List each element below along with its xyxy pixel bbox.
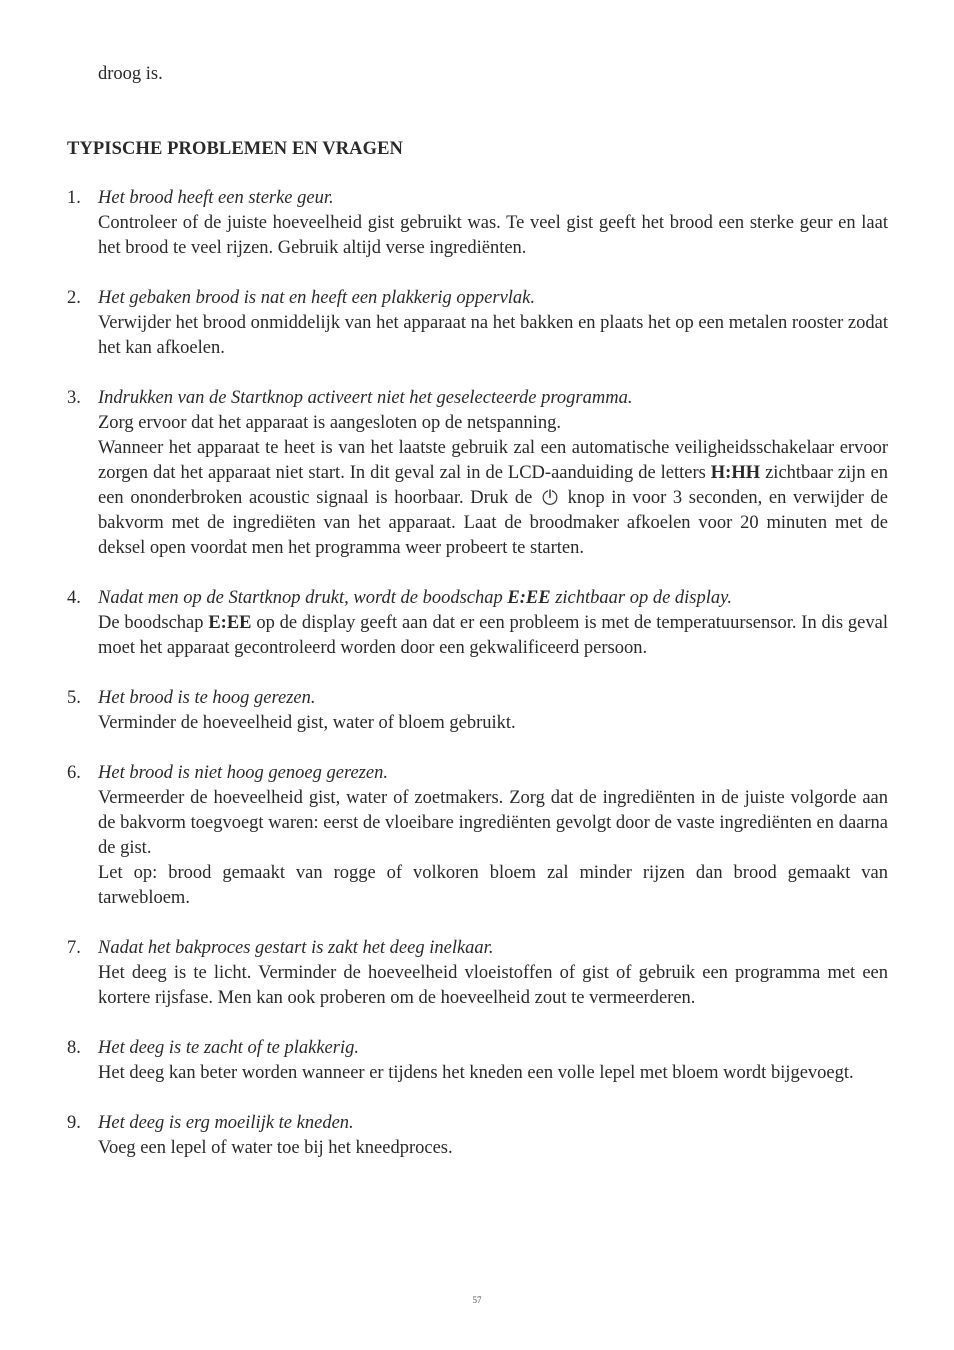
item-number: 9. — [67, 1113, 81, 1133]
faq-list — [67, 186, 888, 1186]
item-question: Het brood heeft een sterke geur. — [98, 188, 334, 208]
answer-text: knop in voor 3 seconden, en verwijder de bakvorm met de ingrediëten van het apparaat. Laat de broodmaker afkoelen voor 20 minuten met de deksel open voordat men het programma weer probeert te starten. — [98, 488, 888, 558]
question-text: Nadat men op de Startknop drukt, wordt de boodschap — [98, 588, 508, 608]
answer-text: zichtbaar zijn en een ononderbroken acoustic signaal is hoorbaar. Druk de — [98, 463, 888, 508]
item-number: 8. — [67, 1038, 81, 1058]
item-answer: Verwijder het brood onmiddelijk van het apparaat na het bakken en plaats het op een metalen rooster zodat het kan afkoelen. — [98, 313, 888, 358]
item-answer-detail — [98, 436, 888, 561]
display-code-eee: E:EE — [208, 613, 252, 633]
item-number: 4. — [67, 588, 81, 608]
item-number: 3. — [67, 388, 81, 408]
item-answer: Voeg een lepel of water toe bij het kneedproces. — [98, 1138, 453, 1158]
faq-item-7 — [67, 936, 888, 1011]
item-number: 6. — [67, 763, 81, 783]
item-answer: Vermeerder de hoeveelheid gist, water of zoetmakers. Zorg dat de ingrediënten in de juiste volgorde aan de bakvorm toegvoegt waren: eerst de vloeibare ingrediënten gevolgt door de vaste ingrediënten en daarna de gist. — [98, 788, 888, 858]
faq-item-2 — [67, 286, 888, 361]
item-question: Het gebaken brood is nat en heeft een plakkerig oppervlak. — [98, 288, 536, 308]
item-answer: Het deeg kan beter worden wanneer er tijdens het kneden een volle lepel met bloem wordt bijgevoegt. — [98, 1063, 854, 1083]
question-text: zichtbaar op de display. — [550, 588, 732, 608]
section-heading: TYPISCHE PROBLEMEN EN VRAGEN — [67, 139, 404, 159]
answer-text: op de display geeft aan dat er een probleem is met de temperatuursensor. In dis geval moet het apparaat gecontroleerd worden door een gekwalificeerd persoon. — [98, 613, 888, 658]
item-answer-note: Let op: brood gemaakt van rogge of volkoren bloem zal minder rijzen dan brood gemaakt van tarwebloem. — [98, 863, 888, 908]
display-code-eee: E:EE — [507, 588, 551, 608]
power-icon — [541, 488, 559, 506]
answer-text: De boodschap — [98, 613, 209, 633]
item-question: Het deeg is erg moeilijk te kneden. — [98, 1113, 354, 1133]
item-question: Nadat het bakproces gestart is zakt het deeg inelkaar. — [98, 938, 494, 958]
faq-item-6 — [67, 761, 888, 911]
item-question: Indrukken van de Startknop activeert niet het geselecteerde programma. — [98, 388, 633, 408]
item-number: 2. — [67, 288, 81, 308]
item-question: Het brood is niet hoog genoeg gerezen. — [98, 763, 388, 783]
item-answer: Controleer of de juiste hoeveelheid gist gebruikt was. Te veel gist geeft het brood een sterke geur en laat het brood te veel rijzen. Gebruik altijd verse ingrediënten. — [98, 213, 888, 258]
display-code-hhh: H:HH — [710, 463, 761, 483]
item-answer: Het deeg is te licht. Verminder de hoeveelheid vloeistoffen of gist of gebruik een programma met een kortere rijsfase. Men kan ook proberen om de hoeveelheid zout te vermeerderen. — [98, 963, 888, 1008]
item-number: 1. — [67, 188, 81, 208]
faq-item-5 — [67, 686, 888, 736]
faq-item-4 — [67, 586, 888, 661]
intro-text: droog is. — [98, 64, 163, 84]
page-number: 57 — [472, 1295, 482, 1305]
item-number: 5. — [67, 688, 81, 708]
item-number: 7. — [67, 938, 81, 958]
item-answer — [98, 611, 888, 661]
item-question: Het brood is te hoog gerezen. — [98, 688, 316, 708]
answer-text: Wanneer het apparaat te heet is van het laatste gebruik zal een automatische veiligheidsschakelaar ervoor zorgen dat het apparaat niet start. In dit geval zal in de LCD-aanduiding de letters — [98, 438, 888, 483]
item-question — [98, 586, 888, 611]
faq-item-1 — [67, 186, 888, 261]
item-question: Het deeg is te zacht of te plakkerig. — [98, 1038, 359, 1058]
item-answer: Verminder de hoeveelheid gist, water of bloem gebruikt. — [98, 713, 516, 733]
faq-item-8 — [67, 1036, 888, 1086]
item-answer: Zorg ervoor dat het apparaat is aangesloten op de netspanning. — [98, 413, 562, 433]
faq-item-9 — [67, 1111, 888, 1161]
faq-item-3 — [67, 386, 888, 561]
